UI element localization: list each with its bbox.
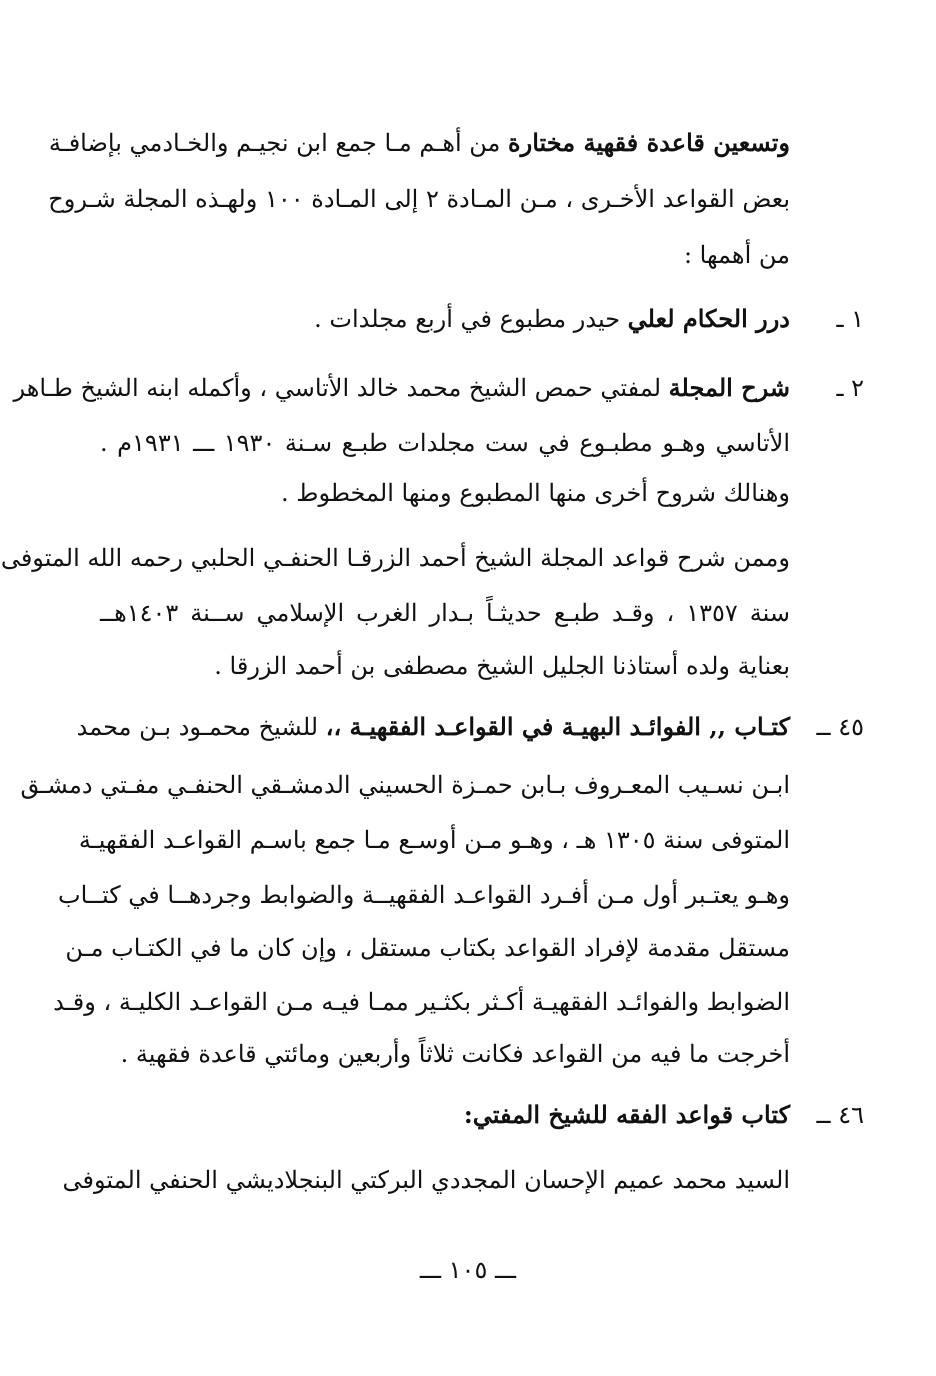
page-number	[0, 1252, 936, 1288]
item-1-number: ١ ـ	[836, 305, 864, 333]
item-45-line-7: أخرجت ما فيه من القواعد فكانت ثلاثاً وأربعين ومائتي قاعدة فقهية .	[120, 1040, 790, 1068]
page-number-dash-right: ـــ	[494, 1256, 517, 1284]
item-1-text: حيدر مطبوع في أربع مجلدات .	[314, 305, 628, 333]
zarqa-line-3: بعناية ولده أستاذنا الجليل الشيخ مصطفى بن أحمد الزرقا .	[214, 652, 790, 680]
intro-bold-phrase: وتسعين قاعدة فقهية مختارة	[508, 128, 790, 157]
item-1-title: درر الحكام لعلي	[627, 304, 790, 333]
item-2-line-1	[13, 370, 790, 406]
page-number-value: ١٠٥	[448, 1256, 488, 1284]
zarqa-line-2: سنة ١٣٥٧ ، وقـد طبـع حديثـاً بـدار الغرب الإسلامي ســنة ١٤٠٣هــ	[100, 599, 790, 627]
item-2-number: ٢ ـ	[836, 374, 864, 402]
item-46-number: ٤٦ ــ	[816, 1101, 864, 1129]
page-number-dash-left: ـــ	[419, 1256, 442, 1284]
item-46-title-text: كتاب قواعد الفقه للشيخ المفتي:	[463, 1100, 790, 1129]
item-2-line-2: الأتاسي وهـو مطبـوع في ست مجلدات طبـع سـنة ١٩٣٠ ـــ ١٩٣١م .	[100, 429, 790, 457]
item-45-line-1-text: للشيخ محمـود بـن محمد	[76, 713, 326, 741]
item-45-number: ٤٥ ــ	[816, 713, 864, 741]
item-45-line-3: المتوفى سنة ١٣٠٥ هـ ، وهـو مـن أوسـع مـا جمع باسـم القواعـد الفقهيـة	[78, 826, 790, 854]
item-45-line-1	[76, 709, 790, 745]
intro-line-2: بعض القواعد الأخـرى ، مـن المـادة ٢ إلى المـادة ١٠٠ ولهـذه المجلة شـروح	[48, 185, 790, 213]
item-46-title	[100, 1097, 790, 1133]
intro-line-3: من أهمها :	[683, 241, 790, 269]
item-46-line-1: السيد محمد عميم الإحسان المجددي البركتي البنجلاديشي الحنفي المتوفى	[62, 1166, 790, 1194]
intro-line-1-text: من أهـم مـا جمع ابن نجيـم والخـادمي بإضافـة	[48, 129, 509, 157]
item-2-line-1-text: لمفتي حمص الشيخ محمد خالد الأتاسي ، وأكمله ابنه الشيخ طـاهر	[13, 374, 669, 402]
item-45-line-2: ابـن نسـيب المعـروف بـابن حمـزة الحسيني الدمشـقي الحنفـي مفـتي دمشـق	[20, 771, 790, 799]
item-45-title: كتـاب ,, الفوائـد البهيـة في القواعـد الفقهيـة ،،	[325, 712, 790, 741]
item-2-line-3: وهنالك شروح أخرى منها المطبوع ومنها المخطوط .	[280, 479, 790, 507]
intro-line-1	[48, 125, 790, 161]
zarqa-line-1: وممن شرح قواعد المجلة الشيخ أحمد الزرقـا الحنفـي الحلبي رحمه الله المتوفى	[0, 544, 790, 572]
item-45-line-5: مستقل مقدمة لإفراد القواعد بكتاب مستقل ، وإن كان ما في الكتـاب مـن	[65, 934, 790, 962]
item-2-title: شرح المجلة	[668, 373, 790, 402]
item-45-line-6: الضوابط والفوائـد الفقهيـة أكـثر بكثـير ممـا فيـه مـن القواعـد الكليـة ، وقـد	[53, 988, 790, 1016]
item-45-line-4: وهـو يعتـبر أول مـن أفـرد القواعـد الفقهيــة والضوابط وجردهــا في كتــاب	[58, 881, 790, 909]
item-1-line-1	[100, 301, 790, 337]
